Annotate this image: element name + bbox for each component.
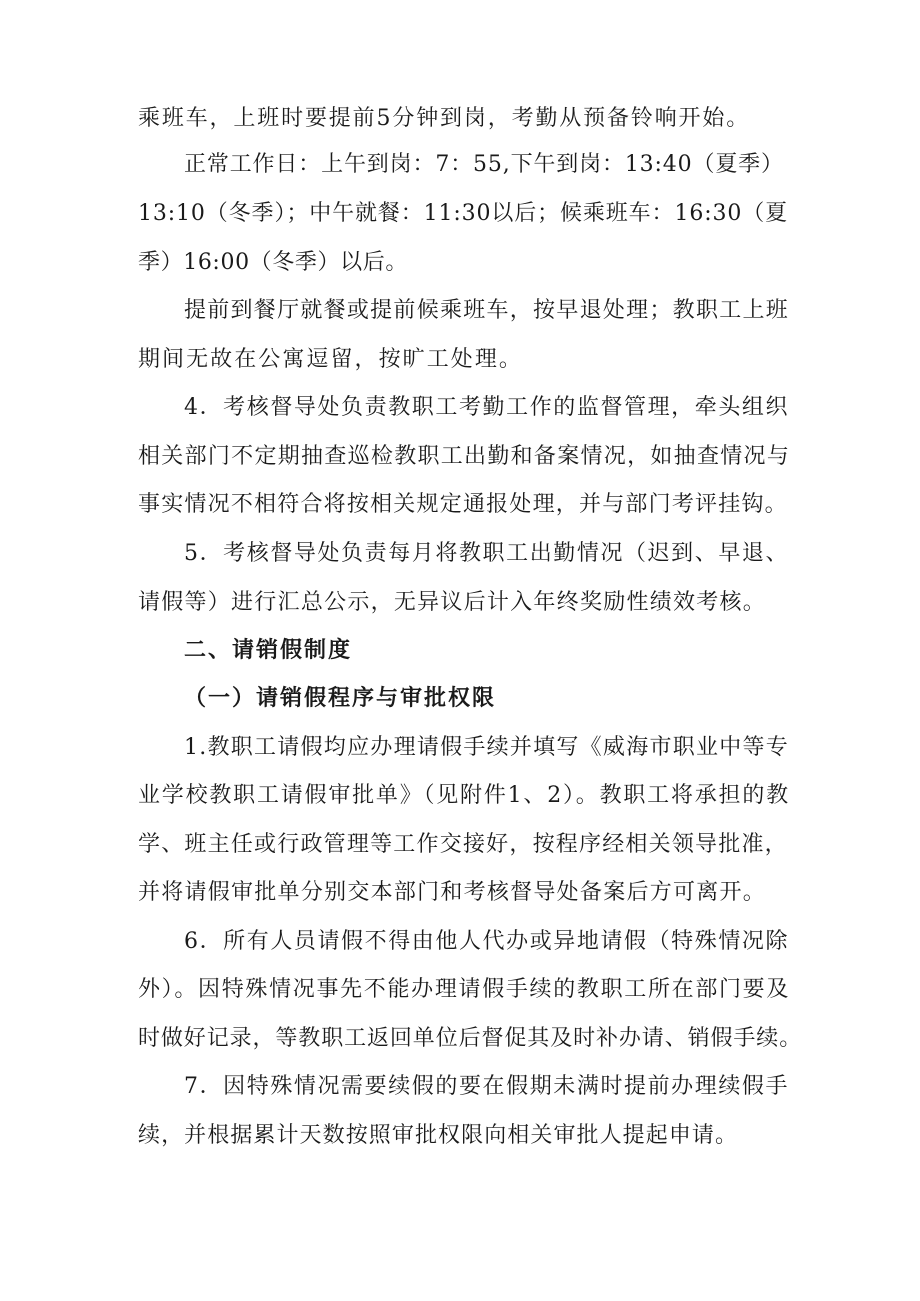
text-line: 相关部门不定期抽查巡检教职工出勤和备案情况，如抽查情况与 bbox=[138, 444, 791, 469]
text-line: 5．考核督导处负责每月将教职工出勤情况（迟到、早退、 bbox=[184, 541, 790, 566]
text-line: 期间无故在公寓逗留，按旷工处理。 bbox=[138, 347, 523, 372]
text-line: 6．所有人员请假不得由他人代办或异地请假（特殊情况除 bbox=[184, 929, 790, 954]
text-line: 续，并根据累计天数按照审批权限向相关审批人提起申请。 bbox=[138, 1123, 739, 1148]
text-line: 业学校教职工请假审批单》（见附件1、2）。教职工将承担的教 bbox=[138, 783, 790, 808]
text-line: 提前到餐厅就餐或提前候乘班车，按早退处理；教职工上班 bbox=[184, 298, 790, 323]
text-line: 事实情况不相符合将按相关规定通报处理，并与部门考评挂钩。 bbox=[138, 492, 788, 517]
text-line: 4．考核督导处负责教职工考勤工作的监督管理，牵头组织 bbox=[184, 395, 790, 420]
text-line: 1.教职工请假均应办理请假手续并填写《威海市职业中等专 bbox=[184, 735, 790, 760]
text-line: 13:10（冬季）；中午就餐：11:30以后；候乘班车：16:30（夏 bbox=[138, 201, 789, 226]
text-line: 乘班车，上班时要提前5分钟到岗，考勤从预备铃响开始。 bbox=[138, 106, 751, 131]
text-line: 外）。因特殊情况事先不能办理请假手续的教职工所在部门要及 bbox=[138, 977, 791, 1002]
text-line: 7．因特殊情况需要续假的要在假期未满时提前办理续假手 bbox=[184, 1074, 790, 1099]
subsection-heading: （一）请销假程序与审批权限 bbox=[184, 686, 497, 711]
text-line: 季）16:00（冬季）以后。 bbox=[138, 250, 408, 275]
text-line: 请假等）进行汇总公示，无异议后计入年终奖励性绩效考核。 bbox=[138, 590, 767, 615]
text-line: 并将请假审批单分别交本部门和考核督导处备案后方可离开。 bbox=[138, 880, 767, 905]
text-line: 正常工作日：上午到岗：7：55,下午到岗：13:40（夏季） bbox=[184, 152, 784, 177]
text-line: 时做好记录，等教职工返回单位后督促其及时补办请、销假手续。 bbox=[138, 1026, 803, 1051]
text-line: 学、班主任或行政管理等工作交接好，按程序经相关领导批准， bbox=[138, 832, 788, 857]
section-heading: 二、请销假制度 bbox=[184, 638, 353, 663]
